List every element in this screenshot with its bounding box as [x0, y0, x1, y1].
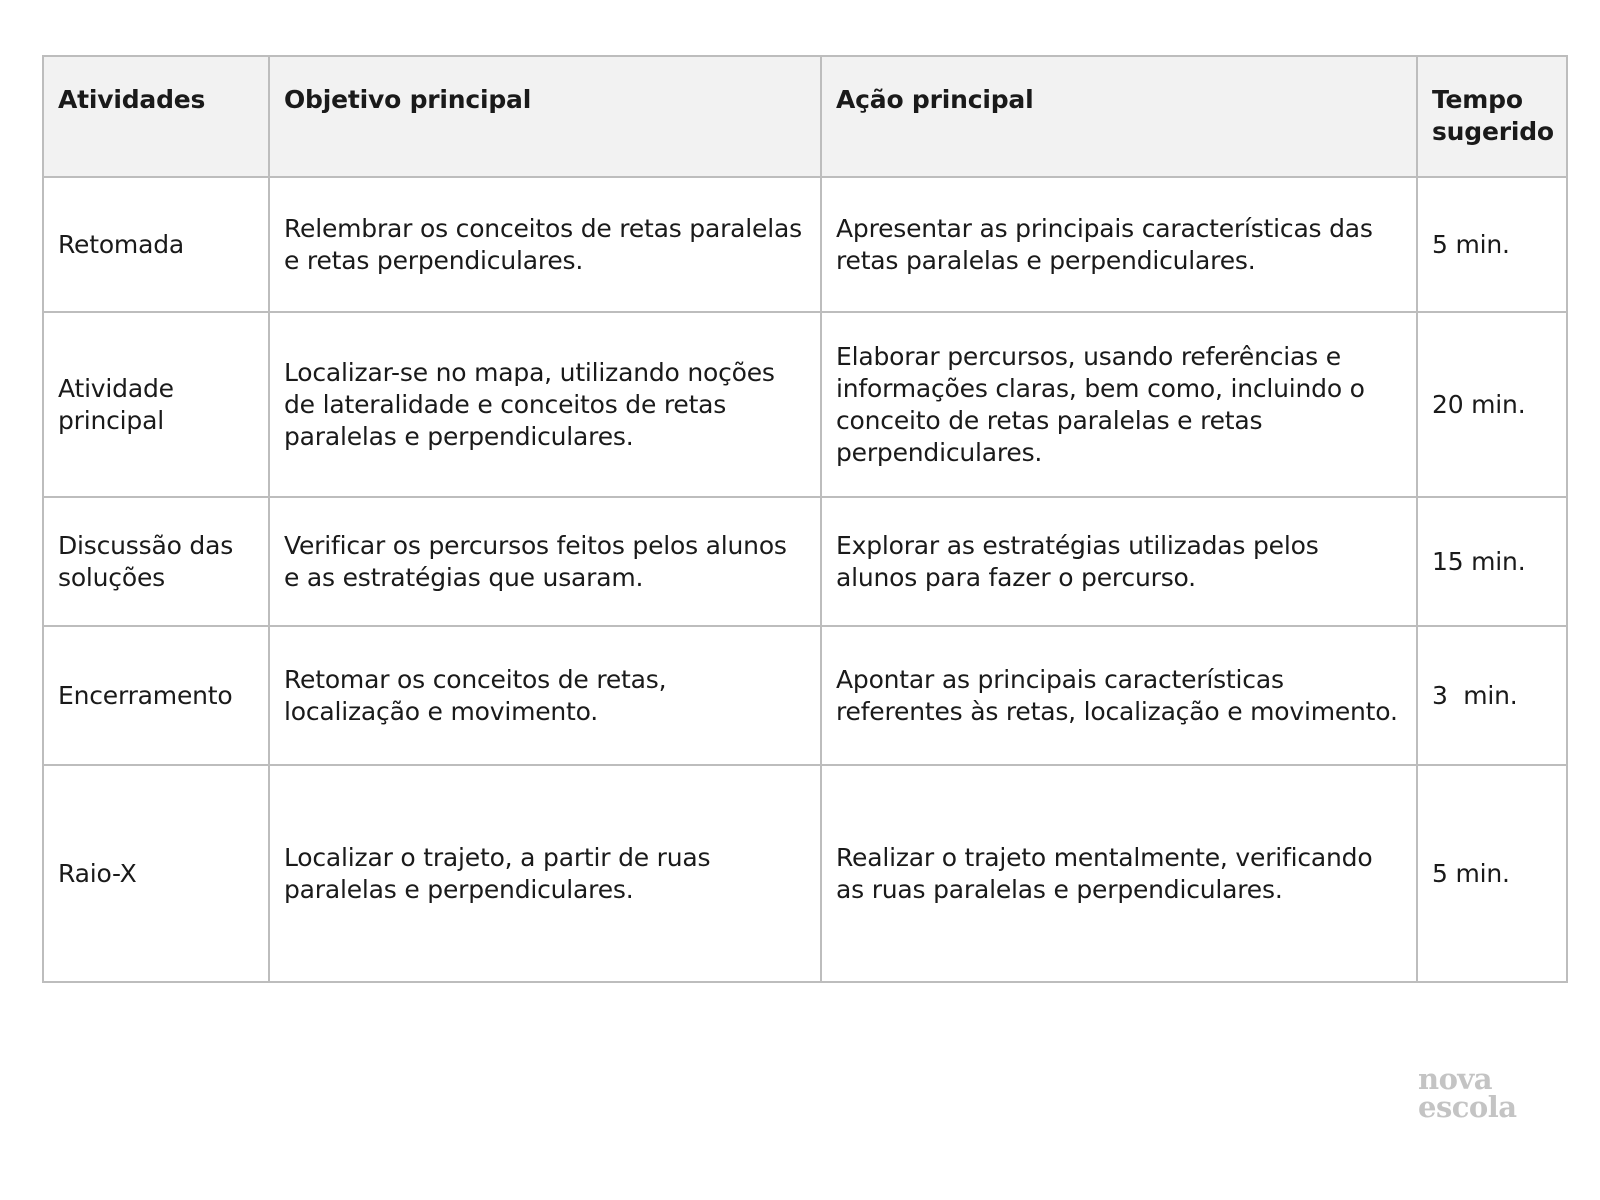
cell-objetivo: Verificar os percursos feitos pelos alunos e as estratégias que usaram. [269, 497, 821, 626]
header-objetivo-principal: Objetivo principal [269, 56, 821, 177]
logo-line-2: escola [1418, 1090, 1517, 1124]
cell-acao: Realizar o trajeto mentalmente, verificando as ruas paralelas e perpendiculares. [821, 765, 1417, 982]
nova-escola-logo [1418, 1062, 1517, 1124]
header-row [43, 56, 1567, 177]
table-row [43, 312, 1567, 497]
cell-tempo: 20 min. [1417, 312, 1567, 497]
cell-objetivo: Relembrar os conceitos de retas paralelas e retas perpendiculares. [269, 177, 821, 312]
cell-tempo: 5 min. [1417, 177, 1567, 312]
table-row [43, 177, 1567, 312]
cell-atividade: Raio-X [43, 765, 269, 982]
table-body [43, 177, 1567, 982]
logo-line-1: nova [1418, 1062, 1493, 1096]
cell-tempo: 3 min. [1417, 626, 1567, 765]
lesson-plan-table [42, 55, 1568, 983]
cell-acao: Elaborar percursos, usando referências e informações claras, bem como, incluindo o conceito de retas paralelas e retas perpendiculares. [821, 312, 1417, 497]
cell-acao: Apresentar as principais características das retas paralelas e perpendiculares. [821, 177, 1417, 312]
table-header [43, 56, 1567, 177]
table-row [43, 497, 1567, 626]
table-row [43, 626, 1567, 765]
header-atividades: Atividades [43, 56, 269, 177]
cell-tempo: 5 min. [1417, 765, 1567, 982]
header-tempo-sugerido: Tempo sugerido [1417, 56, 1567, 177]
cell-acao: Explorar as estratégias utilizadas pelos alunos para fazer o percurso. [821, 497, 1417, 626]
cell-objetivo: Retomar os conceitos de retas, localização e movimento. [269, 626, 821, 765]
cell-acao: Apontar as principais características referentes às retas, localização e movimento. [821, 626, 1417, 765]
cell-atividade: Retomada [43, 177, 269, 312]
cell-atividade: Encerramento [43, 626, 269, 765]
cell-atividade: Atividade principal [43, 312, 269, 497]
cell-objetivo: Localizar o trajeto, a partir de ruas paralelas e perpendiculares. [269, 765, 821, 982]
cell-tempo: 15 min. [1417, 497, 1567, 626]
table-row [43, 765, 1567, 982]
cell-atividade: Discussão das soluções [43, 497, 269, 626]
cell-objetivo: Localizar-se no mapa, utilizando noções de lateralidade e conceitos de retas paralelas e perpendiculares. [269, 312, 821, 497]
header-acao-principal: Ação principal [821, 56, 1417, 177]
